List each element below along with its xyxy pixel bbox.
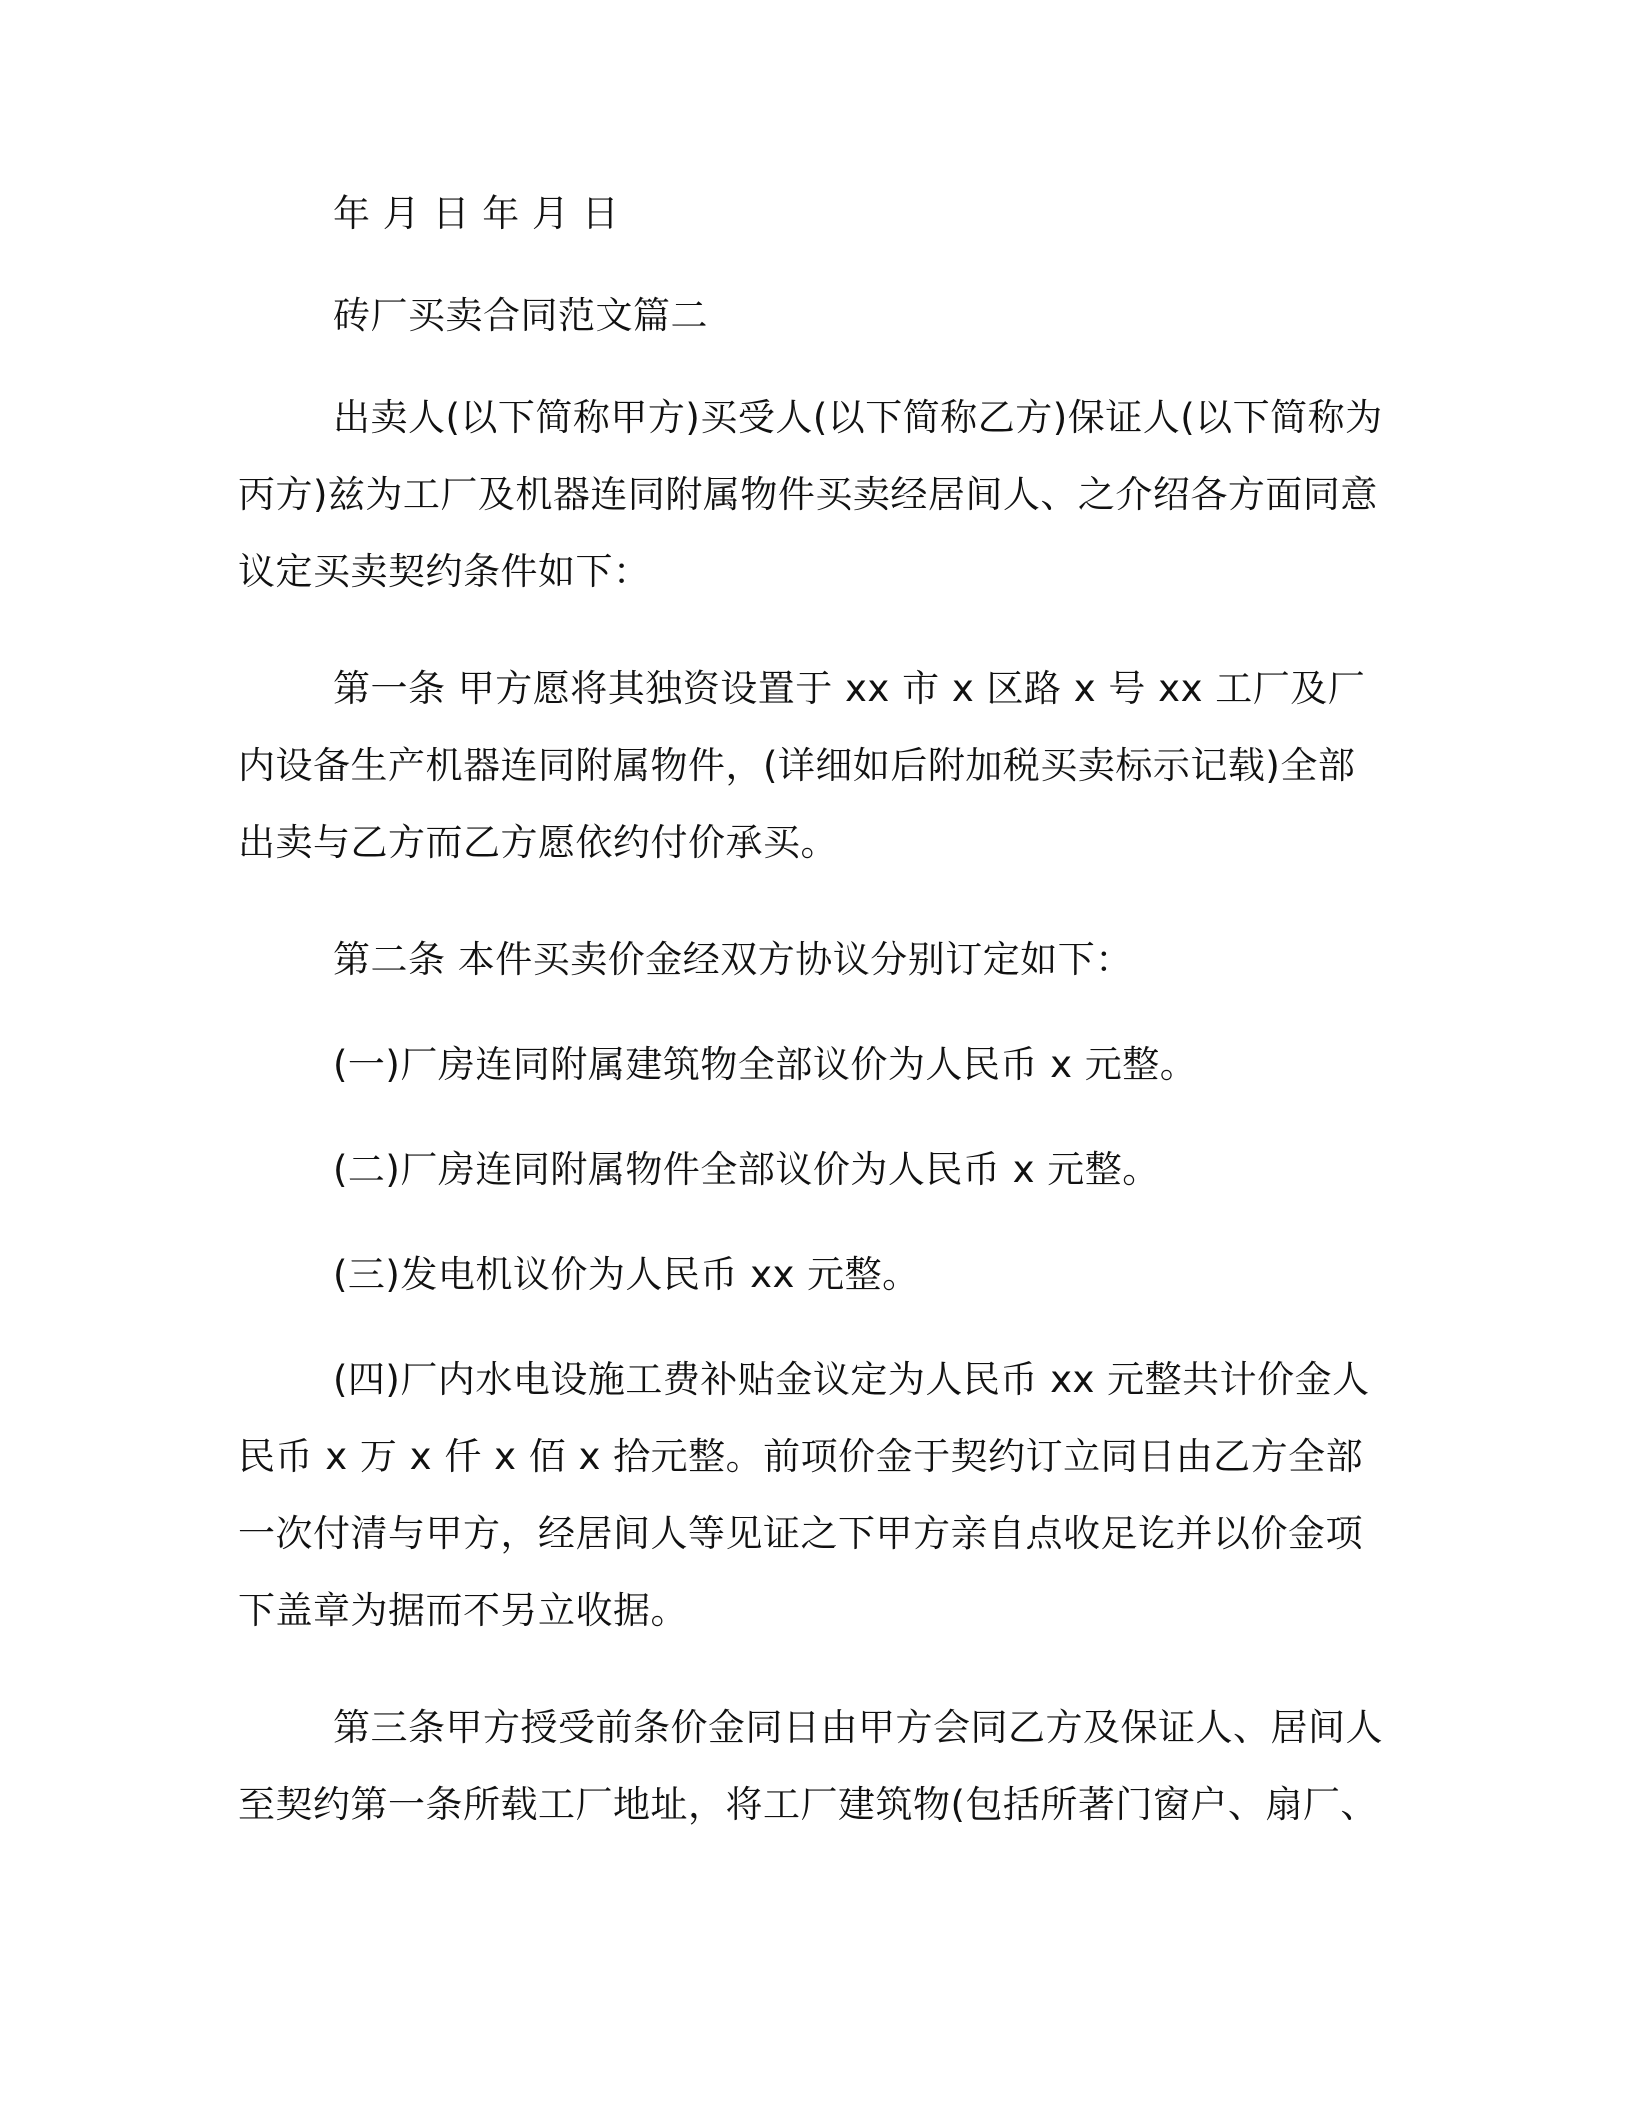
article-1-paragraph: 第一条 甲方愿将其独资设置于 xx 市 x 区路 x 号 xx 工厂及厂内设备生产机器连同附属物件，(详细如后附加税买卖标示记载)全部出卖与乙方而乙方愿依约付价承买。 (238, 667, 1366, 864)
date-line: 年 月 日 年 月 日 (333, 192, 620, 235)
document-body (238, 175, 1388, 1843)
price-item-3: (三)发电机议价为人民币 xx 元整。 (333, 1253, 920, 1296)
price-item-1: (一)厂房连同附属建筑物全部议价为人民币 x 元整。 (333, 1043, 1198, 1086)
price-item-4: (四)厂内水电设施工费补贴金议定为人民币 xx 元整共计价金人民币 x 万 x 仟 x 佰 x 拾元整。前项价金于契约订立同日由乙方全部一次付清与甲方，经居间人等见证之下甲方亲自点收足讫并以价金项下盖章为据而不另立收据。 (238, 1358, 1370, 1632)
document-title: 砖厂买卖合同范文篇二 (333, 294, 708, 337)
price-item-2: (二)厂房连同附属物件全部议价为人民币 x 元整。 (333, 1148, 1160, 1191)
article-3-paragraph: 第三条甲方授受前条价金同日由甲方会同乙方及保证人、居间人至契约第一条所载工厂地址，将工厂建筑物(包括所著门窗户、扇厂、 (238, 1706, 1383, 1826)
preamble-paragraph: 出卖人(以下简称甲方)买受人(以下简称乙方)保证人(以下简称为丙方)兹为工厂及机器连同附属物件买卖经居间人、之介绍各方面同意议定买卖契约条件如下： (238, 396, 1383, 593)
article-2-paragraph: 第二条 本件买卖价金经双方协议分别订定如下： (333, 938, 1133, 981)
